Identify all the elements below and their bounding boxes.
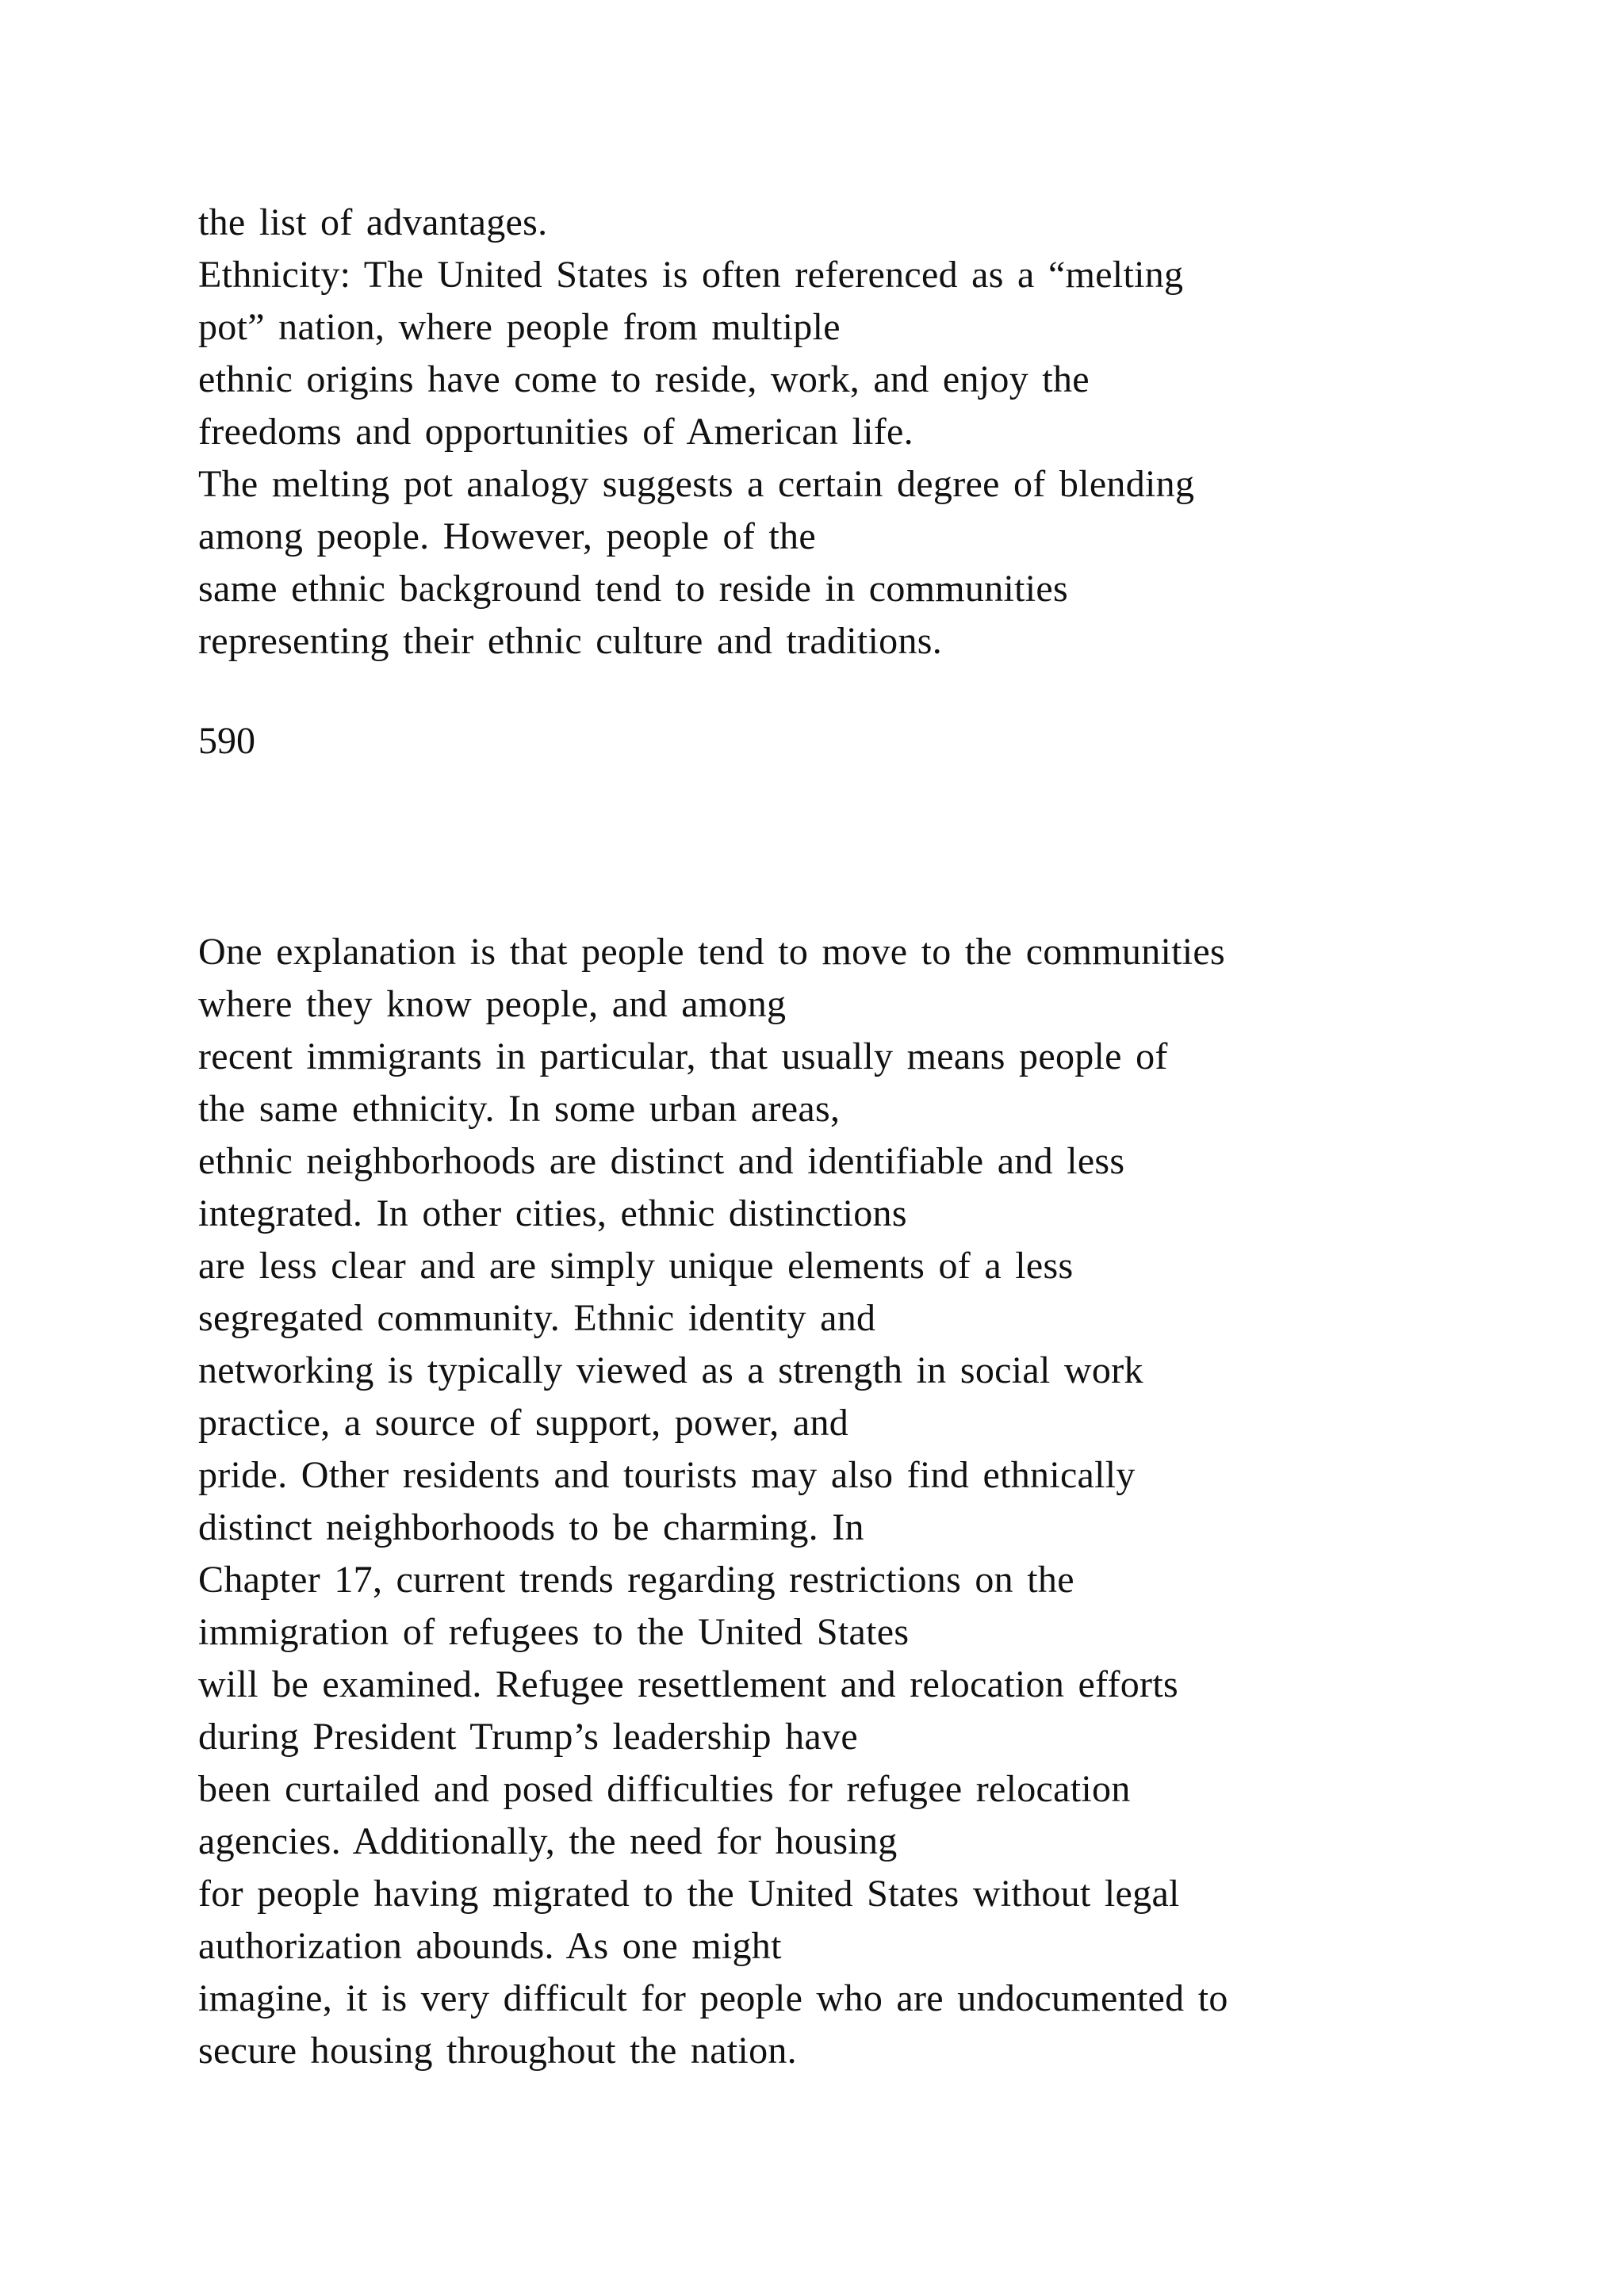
- text-line: been curtailed and posed difficulties for refugee relocation: [198, 1768, 1131, 1810]
- text-line: are less clear and are simply unique elements of a less: [198, 1245, 1074, 1287]
- paragraph-ethnicity: [198, 197, 1483, 668]
- text-line: representing their ethnic culture and traditions.: [198, 620, 943, 662]
- text-line: The melting pot analogy suggests a certain degree of blending: [198, 463, 1195, 505]
- text-line: pot” nation, where people from multiple: [198, 306, 841, 348]
- text-line: networking is typically viewed as a strength in social work: [198, 1349, 1143, 1391]
- text-line: will be examined. Refugee resettlement and relocation efforts: [198, 1663, 1178, 1705]
- text-line: imagine, it is very difficult for people who are undocumented to: [198, 1977, 1228, 2019]
- text-line: secure housing throughout the nation.: [198, 2030, 797, 2072]
- text-line: freedoms and opportunities of American life.: [198, 411, 914, 453]
- text-line: immigration of refugees to the United States: [198, 1611, 910, 1653]
- text-line: where they know people, and among: [198, 983, 787, 1025]
- text-line: the list of advantages.: [198, 201, 548, 243]
- text-line: ethnic origins have come to reside, work, and enjoy the: [198, 358, 1090, 400]
- text-line: same ethnic background tend to reside in communities: [198, 568, 1068, 610]
- text-line: practice, a source of support, power, and: [198, 1402, 849, 1444]
- text-line: authorization abounds. As one might: [198, 1925, 782, 1967]
- text-line: the same ethnicity. In some urban areas,: [198, 1088, 841, 1130]
- text-line: segregated community. Ethnic identity and: [198, 1297, 876, 1339]
- text-line: among people. However, people of the: [198, 515, 816, 557]
- text-line: Chapter 17, current trends regarding restrictions on the: [198, 1559, 1074, 1601]
- page-number: 590: [198, 720, 255, 762]
- text-line: One explanation is that people tend to move to the communities: [198, 931, 1225, 973]
- text-line: pride. Other residents and tourists may also find ethnically: [198, 1454, 1136, 1496]
- text-line: for people having migrated to the United States without legal: [198, 1873, 1180, 1915]
- text-line: agencies. Additionally, the need for housing: [198, 1820, 898, 1862]
- text-line: Ethnicity: The United States is often referenced as a “melting: [198, 254, 1184, 296]
- text-line: during President Trump’s leadership have: [198, 1716, 858, 1758]
- paragraph-explanation: [198, 926, 1483, 2077]
- text-line: integrated. In other cities, ethnic distinctions: [198, 1192, 907, 1234]
- text-line: distinct neighborhoods to be charming. In: [198, 1506, 864, 1548]
- text-line: ethnic neighborhoods are distinct and identifiable and less: [198, 1140, 1125, 1182]
- text-line: recent immigrants in particular, that usually means people of: [198, 1035, 1168, 1077]
